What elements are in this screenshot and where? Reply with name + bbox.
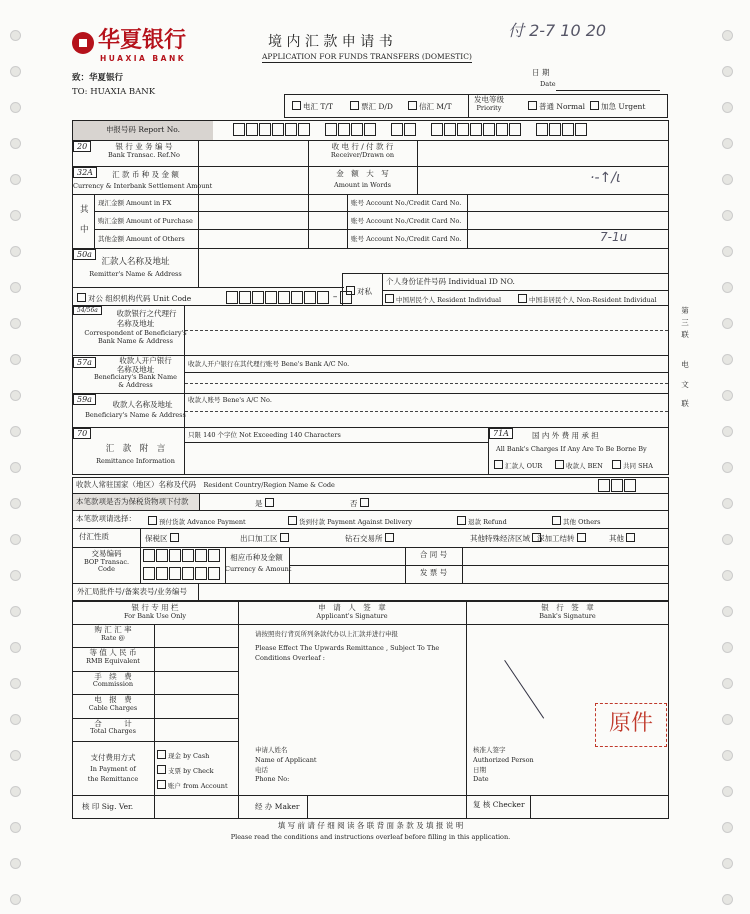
among-label: 其 (80, 205, 89, 215)
nature-special-zone[interactable]: 其他特殊经济区域 (470, 533, 543, 544)
charges-label-cn: 国 内 外 费 用 承 担 (532, 431, 599, 440)
among-label-2: 中 (80, 225, 89, 235)
nature-bonded-zone[interactable]: 保税区 (145, 533, 181, 544)
beneficiary-label: 收款人名称及地址 Beneficiary's Name & Address (85, 400, 186, 419)
account-no-label: 账号 Account No./Credit Card No. (351, 217, 462, 225)
bank-use-header: 银 行 专 用 栏 For Bank Use Only (123, 603, 187, 620)
form-title-cn: 境 内 汇 款 申 请 书 (268, 34, 393, 50)
advance-payment[interactable]: 预付货款 Advance Payment (148, 516, 246, 526)
to-cn: 致：华夏银行 (72, 73, 124, 83)
tractor-hole (10, 894, 21, 905)
bop-label: 交易编码 BOP Transac. Code (83, 549, 130, 574)
checker-label: 复 核 Checker (473, 800, 525, 809)
correspondent-input[interactable] (185, 306, 668, 354)
field-70: 70 (73, 428, 91, 439)
method-dd[interactable]: 票汇 D/D (350, 101, 393, 112)
charges-sha[interactable]: 共同 SHA (612, 460, 653, 470)
tractor-hole (722, 30, 733, 41)
bank-sig-header: 银 行 签 章 Bank's Signature (539, 603, 596, 620)
remittance-info-label: 汇 款 附 言 Remittance Information (96, 444, 175, 465)
currency-amount-input[interactable] (199, 167, 308, 193)
country-label: 收款人常驻国家（地区）名称及代码 Resident Country/Region Name & Code (76, 480, 335, 489)
tractor-hole (722, 498, 733, 509)
currency-amount-label-2: 相应币种及金额 Currency & Amount (225, 553, 292, 573)
priority-normal[interactable]: 普通 Normal (528, 101, 585, 112)
tractor-hole (722, 822, 733, 833)
copy-label: 第三联 (681, 306, 689, 339)
char-limit-label: 只限 140 个字位 Not Exceeding 140 Characters (188, 431, 341, 439)
tractor-hole (722, 210, 733, 221)
bank-fee-label: 手 续 费 Commission (92, 671, 134, 689)
bank-fee-label: 购 汇 汇 率 Rate @ (94, 625, 132, 642)
refund[interactable]: 退款 Refund (457, 516, 507, 526)
payment-type-label: 本笔款项请选择： (76, 514, 136, 523)
tractor-hole (10, 750, 21, 761)
bank-fee-label: 电 报 费 Cable Charges (88, 695, 138, 712)
tractor-hole (10, 534, 21, 545)
bene-bank-acct-label: 收款人开户银行在其代理行账号 Bene's Bank A/C No. (188, 360, 350, 368)
tractor-hole (722, 66, 733, 77)
account-no-label: 账号 Account No./Credit Card No. (351, 235, 462, 243)
remitter-label: 汇款人名称及地址 Remitter's Name & Address (89, 257, 182, 278)
original-stamp: 原件 (595, 703, 667, 747)
contract-no-label: 合 同 号 (419, 550, 448, 559)
bank-fee-label: 等 值 人 民 币 RMB Equivalent (86, 648, 140, 666)
nature-export-zone[interactable]: 出口加工区 (240, 533, 291, 544)
bene-bank-label: 收款人开户银行 名称及地址 Beneficiary's Bank Name & Address (94, 356, 177, 389)
tractor-hole (10, 318, 21, 329)
tractor-hole (10, 246, 21, 257)
country-code-boxes[interactable] (598, 479, 637, 492)
tractor-hole (10, 642, 21, 653)
correspondent-label: 收款银行之代理行 名称及地址 Correspondent of Beneficiary's Bank Name & Address (84, 309, 187, 345)
tractor-hole (722, 570, 733, 581)
pay-by-cash[interactable]: 现金 by Cash (157, 750, 209, 760)
tractor-hole (722, 390, 733, 401)
date-label-en: Date (540, 80, 556, 88)
corporate-checkbox[interactable]: 对公 组织机构代码 Unit Code (77, 293, 191, 304)
nature-label: 付汇性质 (79, 532, 109, 541)
charges-label-en: All Bank's Charges If Any Are To Be Borne By (496, 445, 647, 453)
tractor-hole (722, 786, 733, 797)
tractor-hole (722, 606, 733, 617)
bank-fee-input[interactable] (155, 648, 237, 669)
bank-fee-input[interactable] (155, 672, 237, 693)
request-text-cn: 请按照贵行背页所列条款代办以上汇款并进行申报 (255, 630, 398, 638)
priority-label: 发电等级 Priority (474, 95, 504, 112)
bank-name-cn: 华夏银行 (98, 28, 187, 53)
bene-acct-label: 收款人账号 Bene's A/C No. (188, 396, 272, 404)
telex-copy-label: 电文联 (681, 360, 689, 408)
bonded-yes[interactable]: 是 (255, 498, 276, 509)
tractor-hole (722, 534, 733, 545)
tractor-hole (722, 354, 733, 365)
tractor-hole (722, 426, 733, 437)
field-71a: 71A (489, 428, 513, 439)
bop-code-boxes-2[interactable] (143, 567, 221, 580)
method-tt[interactable]: 电汇 T/T (292, 101, 333, 112)
field-54-56a: 54/56a (73, 306, 102, 315)
field-57a: 57a (73, 357, 96, 368)
date-label-cn: 日 期 (532, 68, 550, 77)
bonded-label: 本笔款项是否为保税货物项下付款 (76, 497, 189, 506)
amount-words-input[interactable] (418, 167, 668, 193)
footer-note-cn: 填 写 前 请 仔 细 阅 读 各 联 背 面 条 款 及 填 报 说 明 (277, 821, 464, 830)
tractor-hole (10, 210, 21, 221)
private-checkbox[interactable]: 对私 (346, 286, 372, 297)
bank-fee-label: 合 计 Total Charges (90, 718, 136, 736)
tractor-hole (722, 678, 733, 689)
bank-name-en: HUAXIA BANK (100, 54, 187, 63)
individual-id-label: 个人身份证件号码 Individual ID NO. (386, 277, 515, 286)
bop-code-boxes[interactable] (143, 549, 221, 562)
nature-other[interactable]: 其他 (609, 533, 637, 544)
field-59a: 59a (73, 394, 96, 405)
handwritten-note: 付 2-7 10 20 (508, 21, 607, 40)
authorized-person-label: 核准人签字 Authorized Person 日期 Date (473, 746, 534, 784)
field-32a: 32A (73, 167, 97, 178)
amount-fx-label: 现汇金额 Amount in FX (98, 199, 172, 207)
nature-deep-processing[interactable]: 深加工结转 (537, 533, 588, 544)
priority-urgent[interactable]: 加急 Urgent (590, 101, 645, 112)
report-no-label: 申报号码 Report No. (105, 125, 181, 134)
remittance-info-input[interactable] (185, 443, 487, 474)
amount-words-label: 金 额 大 写 Amount in Words (334, 169, 391, 189)
account-no-label: 账号 Account No./Credit Card No. (351, 199, 462, 207)
tractor-hole (10, 678, 21, 689)
tractor-hole (10, 858, 21, 869)
tractor-hole (10, 786, 21, 797)
pay-by-check[interactable]: 支票 by Check (157, 765, 214, 775)
currency-amount-label: 汇 款 币 种 及 金 额 Currency & Interbank Settlement Amount (73, 170, 213, 190)
tractor-hole (10, 102, 21, 113)
to-en: TO: HUAXIA BANK (72, 87, 156, 97)
charges-ben[interactable]: 收款人 BEN (555, 460, 603, 470)
tractor-hole (722, 138, 733, 149)
tractor-hole (10, 570, 21, 581)
remittance-application-form: 华夏银行 HUAXIA BANK 境 内 汇 款 申 请 书 APPLICATION FOR FUNDS TRANSFERS (DOMESTIC) 付 2-7 10 20 致：华夏银行 TO: HUAXIA BANK 日 期 Date 电汇 T/T 票汇 D/D 信汇 M/T 发电等级 Priority 普通 Normal 加急 Urgent 申报号码 Report No. 20 银 行 业 务 编 号 Bank Transac. Ref.No 收 电 行 / 付 款 行 Receiver/Drawn on 32A 汇 款 币 种 及 金 额 Currency & Interbank Settlement Amount 金 额 大 写 Amount in Words ·-↑/ι 其 中 现汇金额 Amount in FX 购汇金额 Amount of Purchase 其他金额 Amount of Others 账号 Account No./Credit Card No. 账号 Account No./Credit Card No. 账号 Account No./Credit Card No. 7-1u 50a 汇款人名称及地址 Remitter's Name & Address 对公 组织机构代码 Unit Code – 对私 个人身份证件号码 Individual ID NO. 中国居民个人 Resident Individual 中国非居民个人 Non-Resident Individual 54/56a 收款银行之代理行 名称及地址 Correspondent of Beneficiary's Bank Name & Address 57a 收款人开户银行 名称及地址 Beneficiary's Bank Name & Address 收款人开户银行在其代理行账号 Bene's Bank A/C No. 59a 收款人名称及地址 Beneficiary's Name & Address 收款人账号 Bene's A/C No. 70 汇 款 附 言 Remittance Information 只限 140 个字位 Not Exceeding 140 Characters 71A 国 内 外 费 用 承 担 All Bank's Charges If Any Are To Be Borne By 汇款人 OUR 收款人 BEN 共同 SHA 收款人常驻国家（地区）名称及代码 Resident Country/Region Name & Code 本笔款项是否为保税货物项下付款 是 否 本笔款项请选择： 预付货款 Advance Payment 货到付款 Payment Against Delivery 退款 Refund 其他 Others 付汇性质 保税区 出口加工区 钻石交易所 其他特殊经济区域 深加工结转 其他 交易编码 BOP Transac. Code 相应币种及金额 Currency & Amount 合 同 号 发 票 号 外汇局批件号/备案表号/业务编号 银 行 专 用 栏 For Bank Use Only 申 请 人 签 章 Applicant's Signature 银 行 签 章 Bank's Signature 购 汇 汇 率 Rate @ 等 值 人 民 币 RMB Equivalent 手 续 费 Commission 电 报 费 Cable Charges 合 计 Total Charges 支付费用方式 In Payment of the Remittance 现金 by Cash 支票 by Check 账户 from Account 核 印 Sig. Ver. 请按照贵行背页所列条款代办以上汇款并进行申报 Please Effect The Upwards Remittance , Subject To The Conditions Overleaf : 申请人姓名 Name of Applicant 电话 Phone No: 经 办 Maker 核准人签字 Authorized Person 日期 Date 复 核 Checker 原件 填 写 前 请 仔 细 阅 读 各 联 背 面 条 款 及 填 报 说 明 Please read the conditions and instructions overleaf before filling in this application. 第三联 电文联 (0, 0, 750, 914)
amount-others-label: 其他金额 Amount of Others (98, 235, 185, 243)
tractor-hole (10, 714, 21, 725)
tractor-hole (10, 354, 21, 365)
bank-ref-input[interactable] (199, 141, 308, 166)
tractor-hole (10, 66, 21, 77)
tractor-hole (10, 174, 21, 185)
invoice-no-label: 发 票 号 (419, 568, 448, 577)
footer-note-en: Please read the conditions and instructions overleaf before filling in this application. (230, 833, 511, 841)
bank-fee-input[interactable] (155, 695, 237, 716)
remitter-input[interactable] (199, 249, 668, 273)
bonded-no[interactable]: 否 (350, 498, 371, 509)
nonresident-checkbox[interactable]: 中国非居民个人 Non-Resident Individual (518, 294, 657, 304)
bank-fee-input[interactable] (155, 625, 237, 646)
bank-ref-label: 银 行 业 务 编 号 Bank Transac. Ref.No (108, 142, 180, 159)
field-50a: 50a (73, 249, 96, 260)
applicant-name-label: 申请人姓名 Name of Applicant 电话 Phone No: (255, 746, 317, 784)
tractor-hole (722, 102, 733, 113)
tractor-hole (10, 462, 21, 473)
tractor-hole (722, 858, 733, 869)
tractor-hole (10, 498, 21, 509)
payment-method-label: 支付费用方式 In Payment of the Remittance (87, 753, 139, 784)
tractor-hole (722, 750, 733, 761)
maker-label: 经 办 Maker (255, 802, 300, 811)
nature-diamond-exchange[interactable]: 钻石交易所 (345, 533, 396, 544)
safe-approval-label: 外汇局批件号/备案表号/业务编号 (77, 587, 188, 596)
tractor-hole (722, 642, 733, 653)
beneficiary-input[interactable] (185, 394, 668, 426)
sig-ver-label: 核 印 Sig. Ver. (82, 802, 134, 811)
amount-purchase-label: 购汇金额 Amount of Purchase (98, 217, 193, 225)
form-title-en: APPLICATION FOR FUNDS TRANSFERS (DOMESTIC) (262, 52, 472, 61)
tractor-hole (722, 174, 733, 185)
tractor-hole (10, 822, 21, 833)
date-field[interactable] (556, 90, 660, 91)
tractor-hole (10, 390, 21, 401)
pay-from-account[interactable]: 账户 from Account (157, 780, 228, 790)
request-text-en: Please Effect The Upwards Remittance , Subject To The Conditions Overleaf : (255, 644, 440, 663)
payment-against-delivery[interactable]: 货到付款 Payment Against Delivery (288, 516, 412, 526)
receiver-label: 收 电 行 / 付 款 行 Receiver/Drawn on (330, 142, 395, 159)
tractor-hole (722, 462, 733, 473)
tractor-hole (10, 426, 21, 437)
tractor-hole (722, 246, 733, 257)
method-mt[interactable]: 信汇 M/T (408, 101, 452, 112)
resident-checkbox[interactable]: 中国居民个人 Resident Individual (385, 294, 501, 304)
receiver-input[interactable] (418, 141, 668, 166)
tractor-hole (722, 282, 733, 293)
applicant-sig-header: 申 请 人 签 章 Applicant's Signature (316, 603, 388, 620)
tractor-hole (722, 318, 733, 329)
bank-logo-icon (72, 32, 94, 54)
tractor-hole (722, 894, 733, 905)
charges-our[interactable]: 汇款人 OUR (494, 460, 542, 470)
tractor-hole (722, 714, 733, 725)
bene-bank-input[interactable] (185, 373, 668, 392)
tractor-hole (10, 606, 21, 617)
field-20: 20 (73, 141, 91, 152)
tractor-hole (10, 282, 21, 293)
other-payment[interactable]: 其他 Others (552, 516, 600, 526)
tractor-hole (10, 30, 21, 41)
bank-fee-input[interactable] (155, 719, 237, 740)
unit-code-boxes[interactable]: – (226, 291, 353, 304)
report-no-boxes[interactable] (233, 123, 588, 136)
tractor-hole (10, 138, 21, 149)
